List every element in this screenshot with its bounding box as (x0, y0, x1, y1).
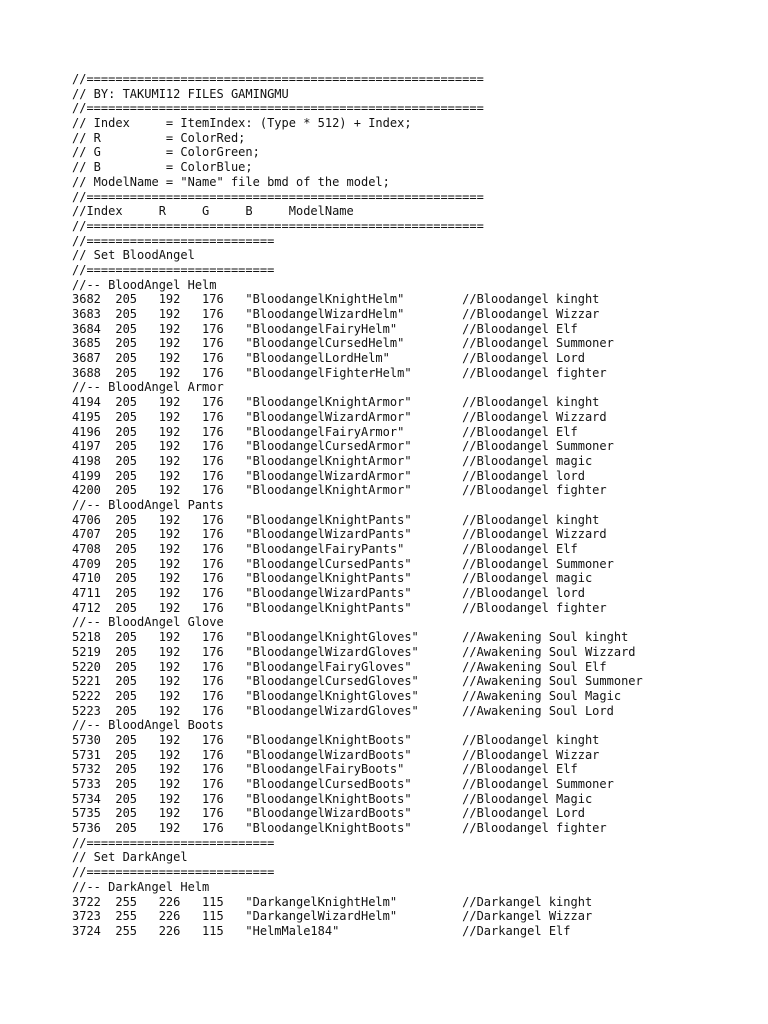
code-line: // ModelName = "Name" file bmd of the model; (72, 174, 390, 189)
code-line: //Index R G B ModelName (72, 204, 354, 219)
code-line: 3688 205 192 176 "BloodangelFighterHelm" //Bloodangel fighter (72, 365, 607, 380)
code-line: 4196 205 192 176 "BloodangelFairyArmor" //Bloodangel Elf (72, 424, 578, 439)
code-line: 4197 205 192 176 "BloodangelCursedArmor" //Bloodangel Summoner (72, 439, 614, 454)
code-line: 4712 205 192 176 "BloodangelKnightPants" //Bloodangel fighter (72, 600, 607, 615)
code-line: 4194 205 192 176 "BloodangelKnightArmor" //Bloodangel kinght (72, 395, 600, 410)
code-line: 5735 205 192 176 "BloodangelWizardBoots" //Bloodangel Lord (72, 806, 585, 821)
code-line: 5733 205 192 176 "BloodangelCursedBoots" //Bloodangel Summoner (72, 777, 614, 791)
code-line: // R = ColorRed; (72, 130, 246, 145)
code-line: 4707 205 192 176 "BloodangelWizardPants" //Bloodangel Wizzard (72, 527, 607, 542)
code-line: 5730 205 192 176 "BloodangelKnightBoots" //Bloodangel kinght (72, 732, 600, 747)
code-line: //========================== (72, 865, 275, 880)
code-line: 5222 205 192 176 "BloodangelKnightGloves" //Awakening Soul Magic (72, 688, 622, 703)
code-line: 4709 205 192 176 "BloodangelCursedPants" //Bloodangel Summoner (72, 556, 614, 571)
code-line: //========================== (72, 262, 275, 277)
code-line: 4200 205 192 176 "BloodangelKnightArmor" //Bloodangel fighter (72, 483, 607, 498)
code-line: 3724 255 226 115 "HelmMale184" //Darkangel Elf (72, 923, 571, 938)
code-line: 3722 255 226 115 "DarkangelKnightHelm" //Darkangel kinght (72, 894, 593, 909)
code-line: 5731 205 192 176 "BloodangelWizardBoots" //Bloodangel Wizzar (72, 747, 600, 762)
code-line: //========================== (72, 835, 275, 850)
code-line: //======================================================= (72, 72, 484, 86)
code-line: //======================================================= (72, 101, 484, 116)
code-line: 5218 205 192 176 "BloodangelKnightGloves" //Awakening Soul kinght (72, 630, 629, 645)
code-line: // Set DarkAngel (72, 850, 188, 865)
code-line: 4199 205 192 176 "BloodangelWizardArmor" //Bloodangel lord (72, 468, 585, 483)
code-line: 5220 205 192 176 "BloodangelFairyGloves" //Awakening Soul Elf (72, 659, 607, 674)
code-line: 5221 205 192 176 "BloodangelCursedGloves" //Awakening Soul Summoner (72, 674, 643, 689)
code-line: // G = ColorGreen; (72, 145, 260, 160)
code-line: 3685 205 192 176 "BloodangelCursedHelm" //Bloodangel Summoner (72, 336, 614, 351)
code-line: 5736 205 192 176 "BloodangelKnightBoots" //Bloodangel fighter (72, 821, 607, 836)
code-line: //========================== (72, 233, 275, 248)
code-line: 3687 205 192 176 "BloodangelLordHelm" //Bloodangel Lord (72, 351, 585, 366)
code-line: 4711 205 192 176 "BloodangelWizardPants" //Bloodangel lord (72, 586, 585, 601)
code-line: 5223 205 192 176 "BloodangelWizardGloves" //Awakening Soul Lord (72, 703, 614, 718)
code-line: //-- BloodAngel Glove (72, 615, 224, 630)
code-line: //-- BloodAngel Pants (72, 497, 224, 512)
code-line: //======================================================= (72, 218, 484, 233)
code-line: //-- BloodAngel Helm (72, 277, 217, 292)
code-line: 3723 255 226 115 "DarkangelWizardHelm" //Darkangel Wizzar (72, 909, 593, 924)
code-listing (72, 72, 643, 939)
code-line: 4198 205 192 176 "BloodangelKnightArmor" //Bloodangel magic (72, 453, 593, 468)
code-line: 5732 205 192 176 "BloodangelFairyBoots" //Bloodangel Elf (72, 762, 578, 777)
code-line: 3682 205 192 176 "BloodangelKnightHelm" //Bloodangel kinght (72, 292, 600, 307)
code-line: 4706 205 192 176 "BloodangelKnightPants" //Bloodangel kinght (72, 512, 600, 527)
code-line: 3683 205 192 176 "BloodangelWizardHelm" //Bloodangel Wizzar (72, 307, 600, 321)
code-line: 3684 205 192 176 "BloodangelFairyHelm" //Bloodangel Elf (72, 321, 578, 336)
code-line: 4710 205 192 176 "BloodangelKnightPants" //Bloodangel magic (72, 571, 593, 586)
code-line: 4195 205 192 176 "BloodangelWizardArmor" //Bloodangel Wizzard (72, 409, 607, 424)
code-line: 4708 205 192 176 "BloodangelFairyPants" //Bloodangel Elf (72, 542, 578, 556)
code-line: //======================================================= (72, 189, 484, 204)
code-line: 5219 205 192 176 "BloodangelWizardGloves" //Awakening Soul Wizzard (72, 644, 636, 659)
code-line: // BY: TAKUMI12 FILES GAMINGMU (72, 86, 289, 101)
code-line: // Index = ItemIndex: (Type * 512) + Index; (72, 116, 412, 131)
code-line: //-- BloodAngel Boots (72, 718, 224, 733)
code-line: // B = ColorBlue; (72, 160, 253, 175)
code-line: // Set BloodAngel (72, 248, 195, 263)
code-line: //-- BloodAngel Armor (72, 380, 224, 395)
code-line: 5734 205 192 176 "BloodangelKnightBoots" //Bloodangel Magic (72, 791, 593, 806)
code-line: //-- DarkAngel Helm (72, 879, 210, 894)
